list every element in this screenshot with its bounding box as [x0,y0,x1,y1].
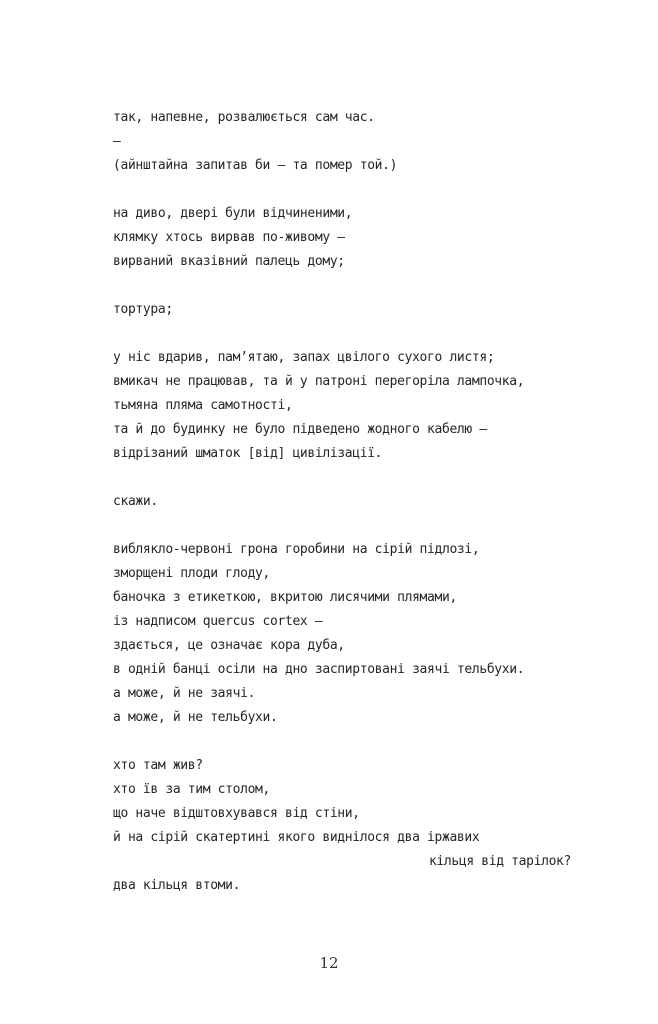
poem-line: (айнштайна запитав би – та помер той.) [113,158,398,173]
poem-line: та й до будинку не було підведено жодного кабелю – [113,422,487,437]
poem-line: а може, й не заячі. [113,686,256,701]
poem-line: так, напевне, розвалюється сам час. [113,110,375,125]
poem-text [113,106,593,898]
stanza-5 [113,490,593,514]
poem-line: а може, й не тельбухи. [113,710,278,725]
poem-line: в одній банці осіли на дно заспиртовані заячі тельбухи. [113,662,525,677]
stanza-3 [113,298,593,322]
stanza-gap [113,274,593,298]
stanza-2 [113,202,593,274]
poem-line: у ніс вдарив, пам’ятаю, запах цвілого сухого листя; [113,350,495,365]
poem-line: два кільця втоми. [113,878,241,893]
poem-line-indented: кільця від тарілок? [428,854,571,869]
stanza-gap [113,322,593,346]
poem-line: клямку хтось вирвав по-живому – [113,230,345,245]
stanza-gap [113,466,593,490]
poem-line: відрізаний шматок [від] цивілізації. [113,446,383,461]
poem-line: тортура; [113,302,173,317]
poem-line: баночка з етикеткою, вкритою лисячими плямами, [113,590,457,605]
stanza-gap [113,178,593,202]
poem-line: із надписом quercus cortex – [113,614,323,629]
poem-line: що наче відштовхувався від стіни, [113,806,360,821]
stanza-gap [113,730,593,754]
poem-line: вирваний вказівний палець дому; [113,254,345,269]
poem-line: скажи. [113,494,158,509]
stanza-6 [113,538,593,730]
stanza-gap [113,514,593,538]
poem-line-dash: – [113,134,121,149]
stanza-7 [113,754,593,898]
poem-line: зморщені плоди глоду, [113,566,271,581]
poem-line: здається, це означає кора дуба, [113,638,345,653]
stanza-4 [113,346,593,466]
page-number: 12 [319,954,339,972]
poem-line: вмикач не працював, та й у патроні перегоріла лампочка, [113,374,525,389]
poem-line: на диво, двері були відчиненими, [113,206,353,221]
poem-line: виблякло-червоні грона горобини на сірій підлозі, [113,542,480,557]
poem-line: тьмяна пляма самотності, [113,398,293,413]
poem-line: хто їв за тим столом, [113,782,271,797]
stanza-1 [113,106,593,178]
poem-line: хто там жив? [113,758,203,773]
poem-line: й на сірій скатертині якого виднілося два іржавих [113,830,480,845]
